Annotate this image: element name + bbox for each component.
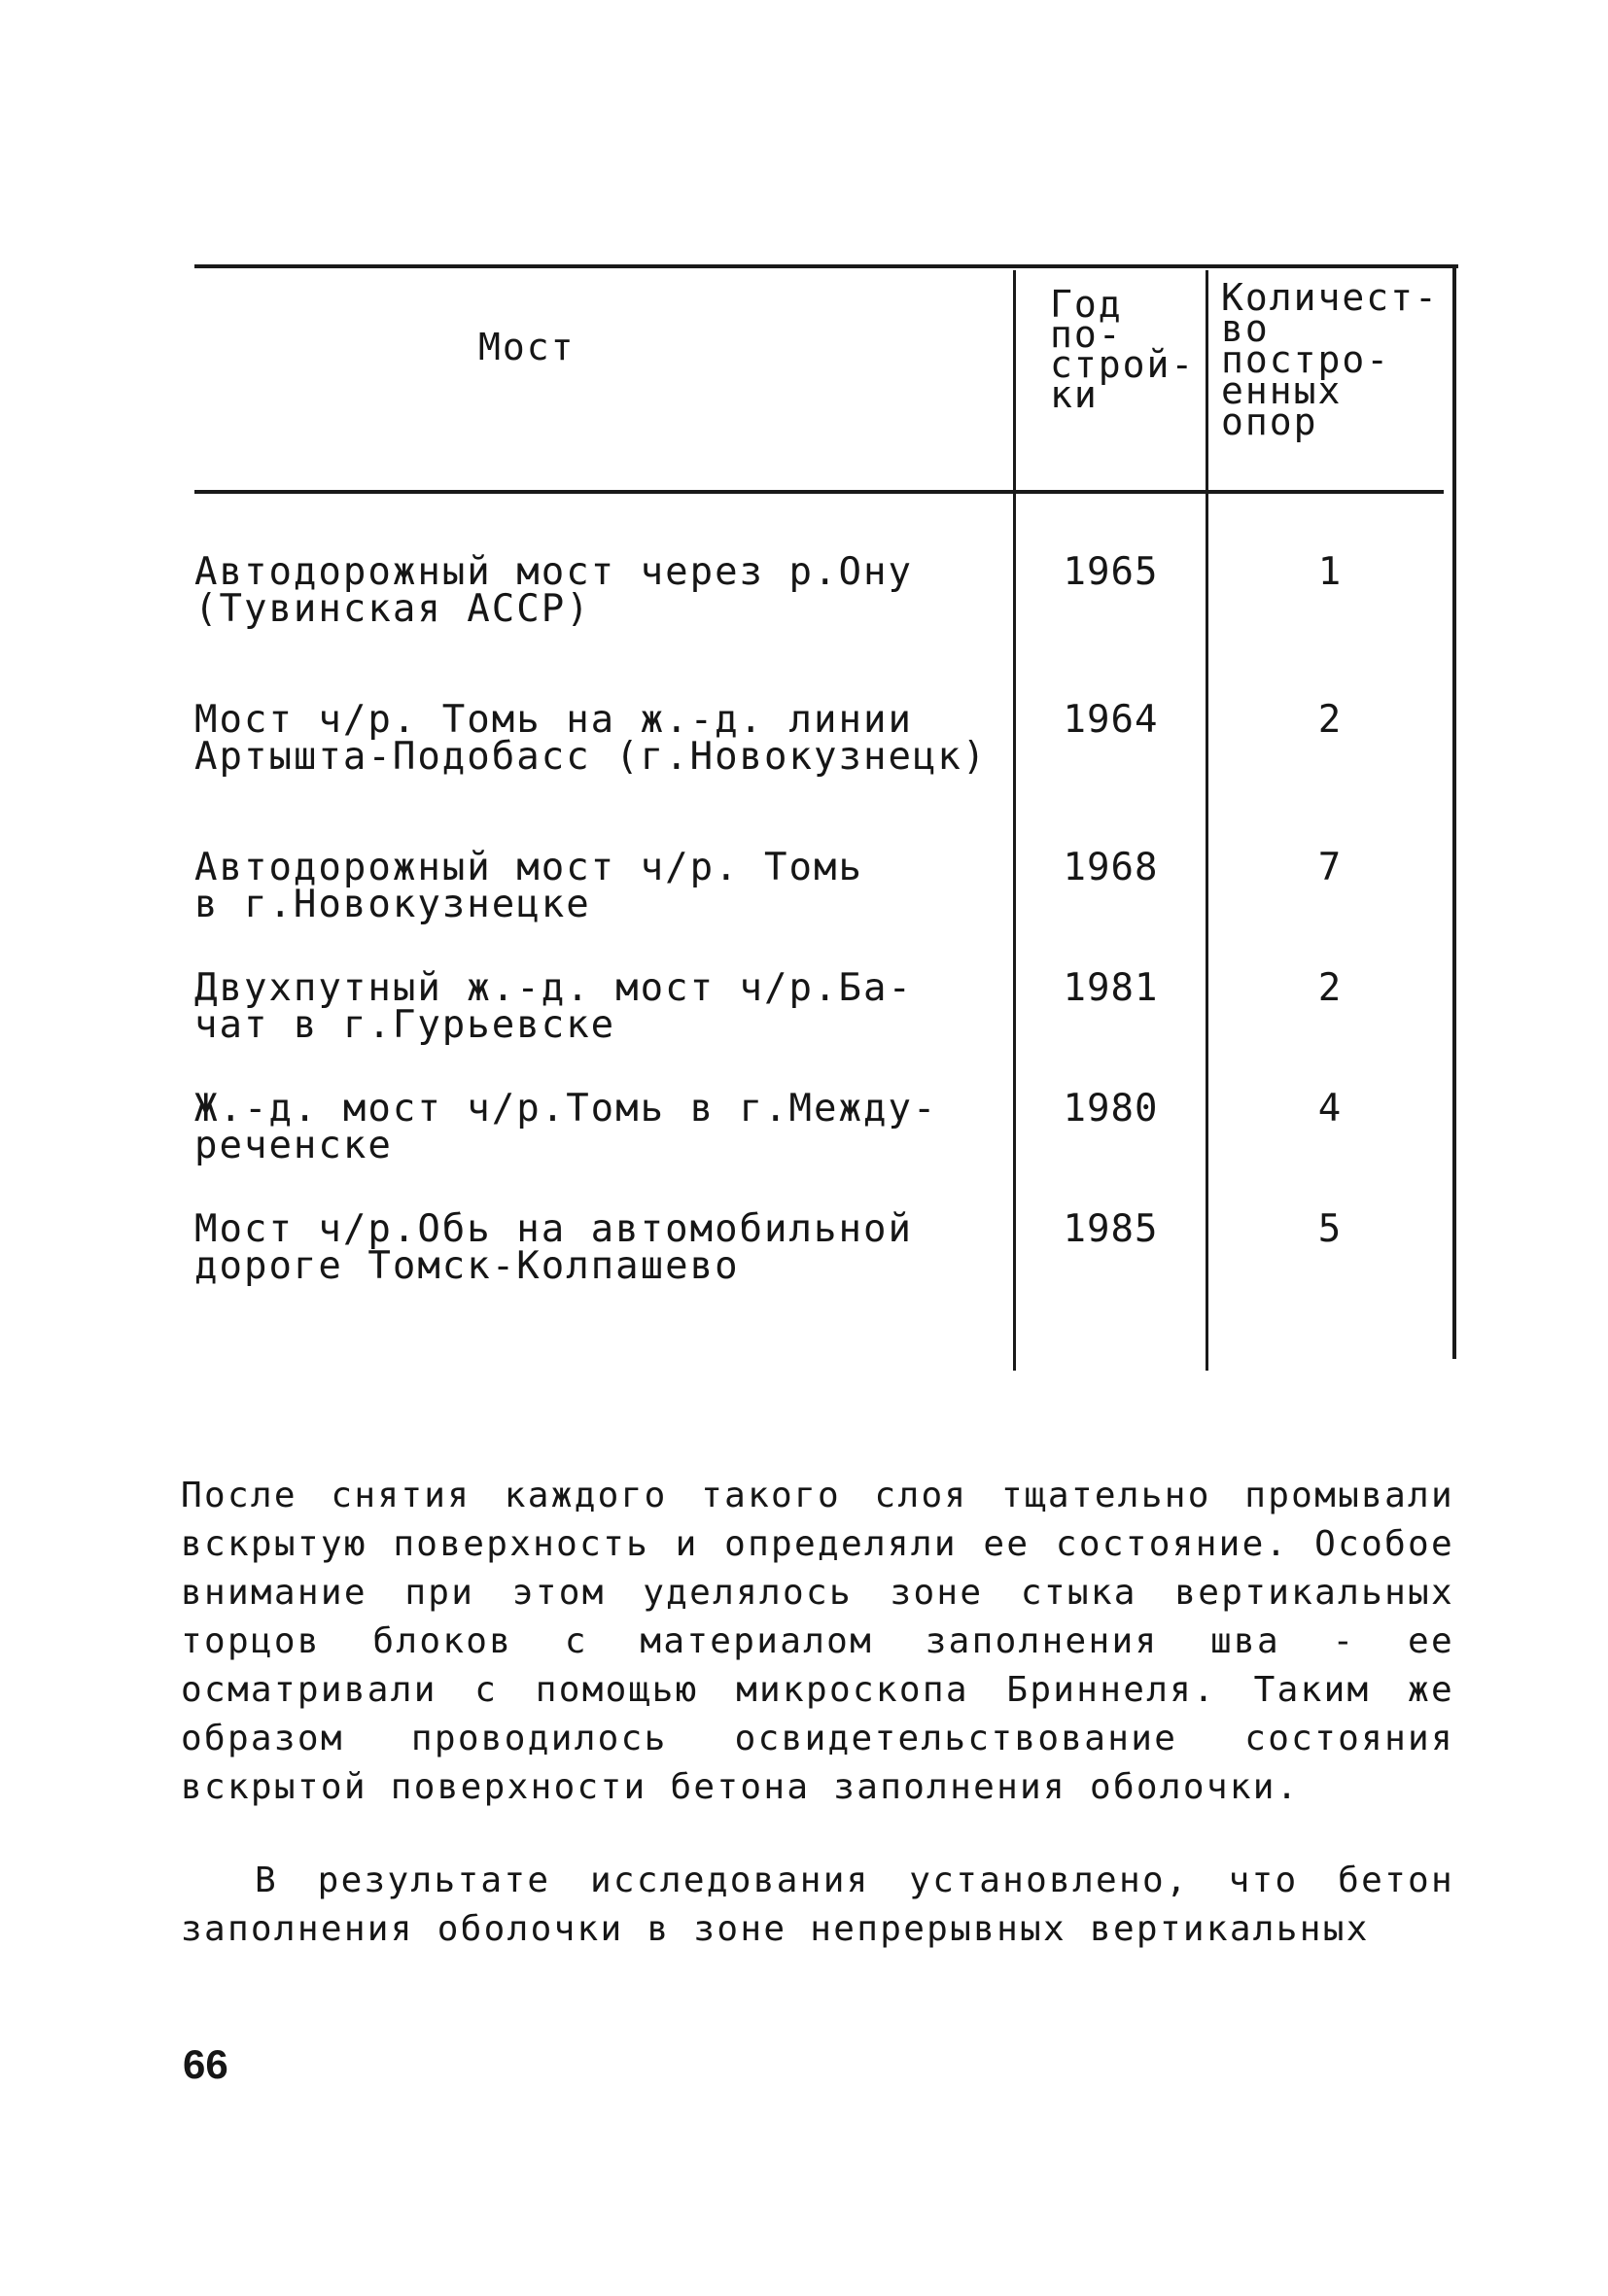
table-column-rule-1 [1013,270,1016,1371]
table-top-rule [194,264,1458,268]
table-row-4-year: 1981 [1063,966,1159,1010]
header-supports: Количест- во постро- енных опор [1221,276,1439,443]
table-row-5-bridge: Ж.-д. мост ч/р.Томь в г.Между- реченске [194,1087,938,1167]
table-row-5-supports: 4 [1317,1087,1343,1131]
table-row-4-bridge: Двухпутный ж.-д. мост ч/р.Ба- чат в г.Гурьевске [194,966,913,1047]
table-row-1-year: 1965 [1063,550,1159,594]
table-row-3-bridge: Автодорожный мост ч/р. Томь в г.Новокузнецке [194,846,863,926]
body-paragraph-2: В результате исследования установлено, что бетон заполнения оболочки в зоне непрерывных вертикальных [181,1861,1454,1949]
bridges-table [194,264,1458,1371]
table-row-3-year: 1968 [1063,846,1159,889]
table-row-2-year: 1964 [1063,698,1159,742]
table-row-3-supports: 7 [1317,846,1343,889]
table-row-2-bridge: Мост ч/р. Томь на ж.-д. линии Артышта-Подобасс (г.Новокузнецк) [194,698,988,779]
table-row-1-supports: 1 [1317,550,1343,594]
table-header-rule [194,490,1444,494]
page-number: 66 [183,2041,228,2087]
table-row-1-bridge: Автодорожный мост через р.Ону (Тувинская АССР) [194,550,913,631]
header-bridge: Мост [478,326,576,368]
table-row-2-supports: 2 [1317,698,1343,742]
header-year: Год по- строй- ки [1050,283,1196,416]
table-row-5-year: 1980 [1063,1087,1159,1131]
table-row-6-year: 1985 [1063,1207,1159,1251]
table-column-rule-2 [1206,270,1208,1371]
body-paragraph-1: После снятия каждого такого слоя тщательно промывали вскрытую поверхность и определяли ее состояние. Особое внимание при этом уделялось зоне стыка вертикальных торцов блоков с материалом заполнения шва - ее осматривали с помощью микроскопа Бриннеля. Таким же образом проводилось освидетельствование состояния вскрытой поверхности бетона заполнения оболочки. [181,1476,1454,1807]
table-row-6-bridge: Мост ч/р.Обь на автомобильной дороге Томск-Колпашево [194,1207,913,1288]
table-row-4-supports: 2 [1317,966,1343,1010]
table-row-6-supports: 5 [1317,1207,1343,1251]
